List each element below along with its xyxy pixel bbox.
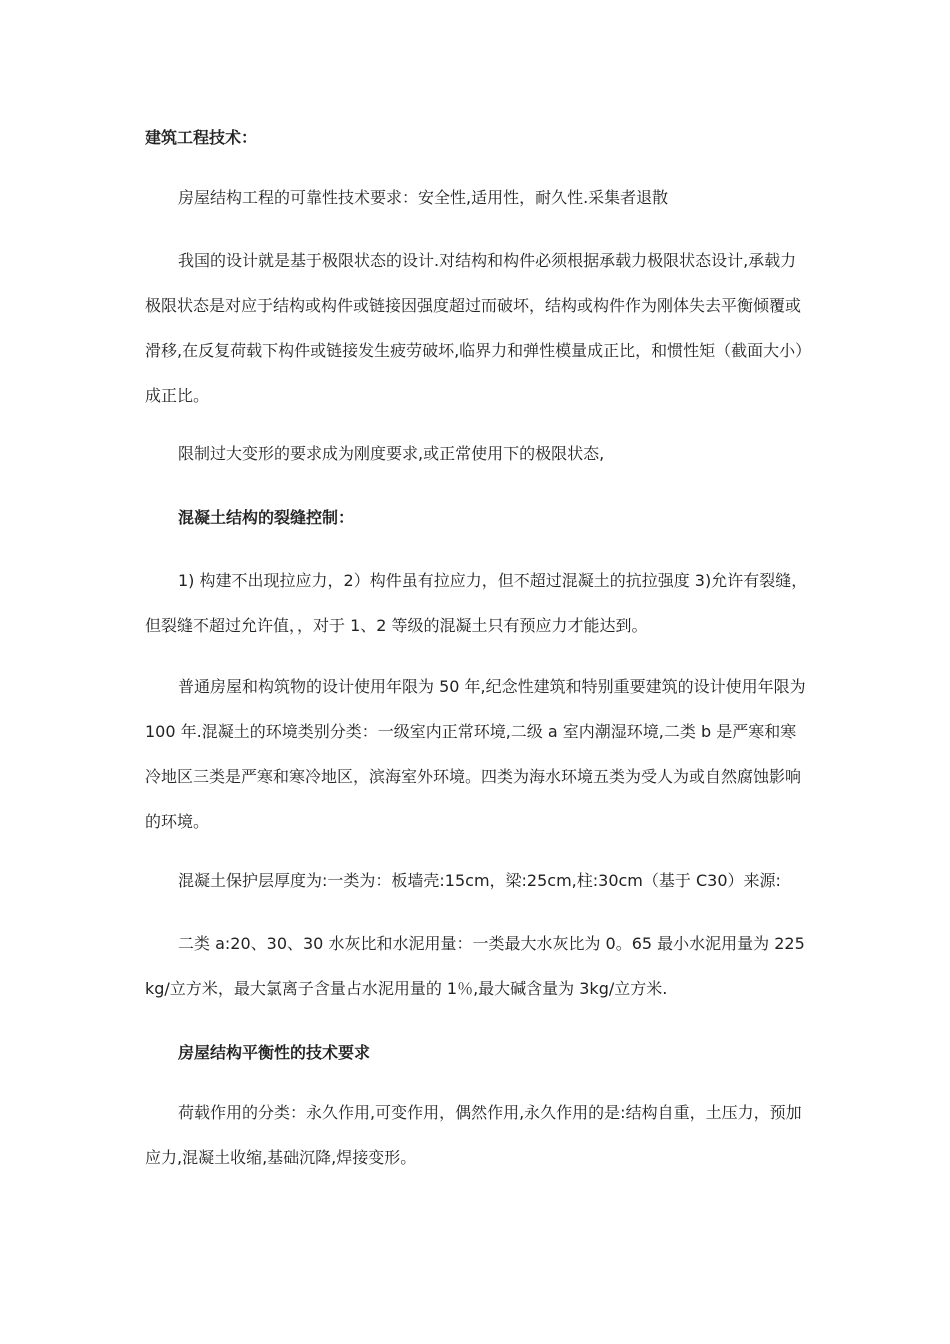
paragraph-stiffness: 限制过大变形的要求成为刚度要求,或正常使用下的极限状态, [178,444,605,463]
paragraph-cover-thickness: 混凝土保护层厚度为:一类为：板墙壳:15cm，梁:25cm,柱:30cm（基于 C30）来源: [178,871,781,890]
paragraph-load-classification: 荷载作用的分类：永久作用,可变作用，偶然作用,永久作用的是:结构自重，土压力，预加应力,混凝土收缩,基础沉降,焊接变形。 [145,1103,802,1167]
paragraph-service-life: 普通房屋和构筑物的设计使用年限为 50 年,纪念性建筑和特别重要建筑的设计使用年限为 100 年.混凝土的环境类别分类：一级室内正常环境,二级 a 室内潮湿环境,二类 b 是严寒和寒冷地区三类是严寒和寒冷地区，滨海室外环境。四类为海水环境五类为受人为或自然腐蚀影响的环境。 [145,677,806,831]
section-heading-crack-control: 混凝土结构的裂缝控制： [178,508,355,527]
paragraph-water-cement: 二类 a:20、30、30 水灰比和水泥用量：一类最大水灰比为 0。65 最小水泥用量为 225kg/立方米，最大氯离子含量占水泥用量的 1％,最大碱含量为 3kg/立方米. [145,934,805,998]
section-heading-balance: 房屋结构平衡性的技术要求 [178,1043,371,1062]
paragraph-reliability: 房屋结构工程的可靠性技术要求：安全性,适用性，耐久性.采集者退散 [178,188,669,207]
paragraph-crack-levels: 1) 构建不出现拉应力，2）构件虽有拉应力，但不超过混凝土的抗拉强度 3)允许有裂缝，但裂缝不超过允许值，，对于 1、2 等级的混凝土只有预应力才能达到。 [145,571,808,635]
paragraph-limit-state: 我国的设计就是基于极限状态的设计.对结构和构件必须根据承载力极限状态设计,承载力极限状态是对应于结构或构件或链接因强度超过而破坏，结构或构件作为刚体失去平衡倾覆或滑移,在反复荷载下构件或链接发生疲劳破坏,临界力和弹性模量成正比，和惯性矩（截面大小）成正比。 [145,251,804,405]
document-title: 建筑工程技术： [145,128,258,147]
